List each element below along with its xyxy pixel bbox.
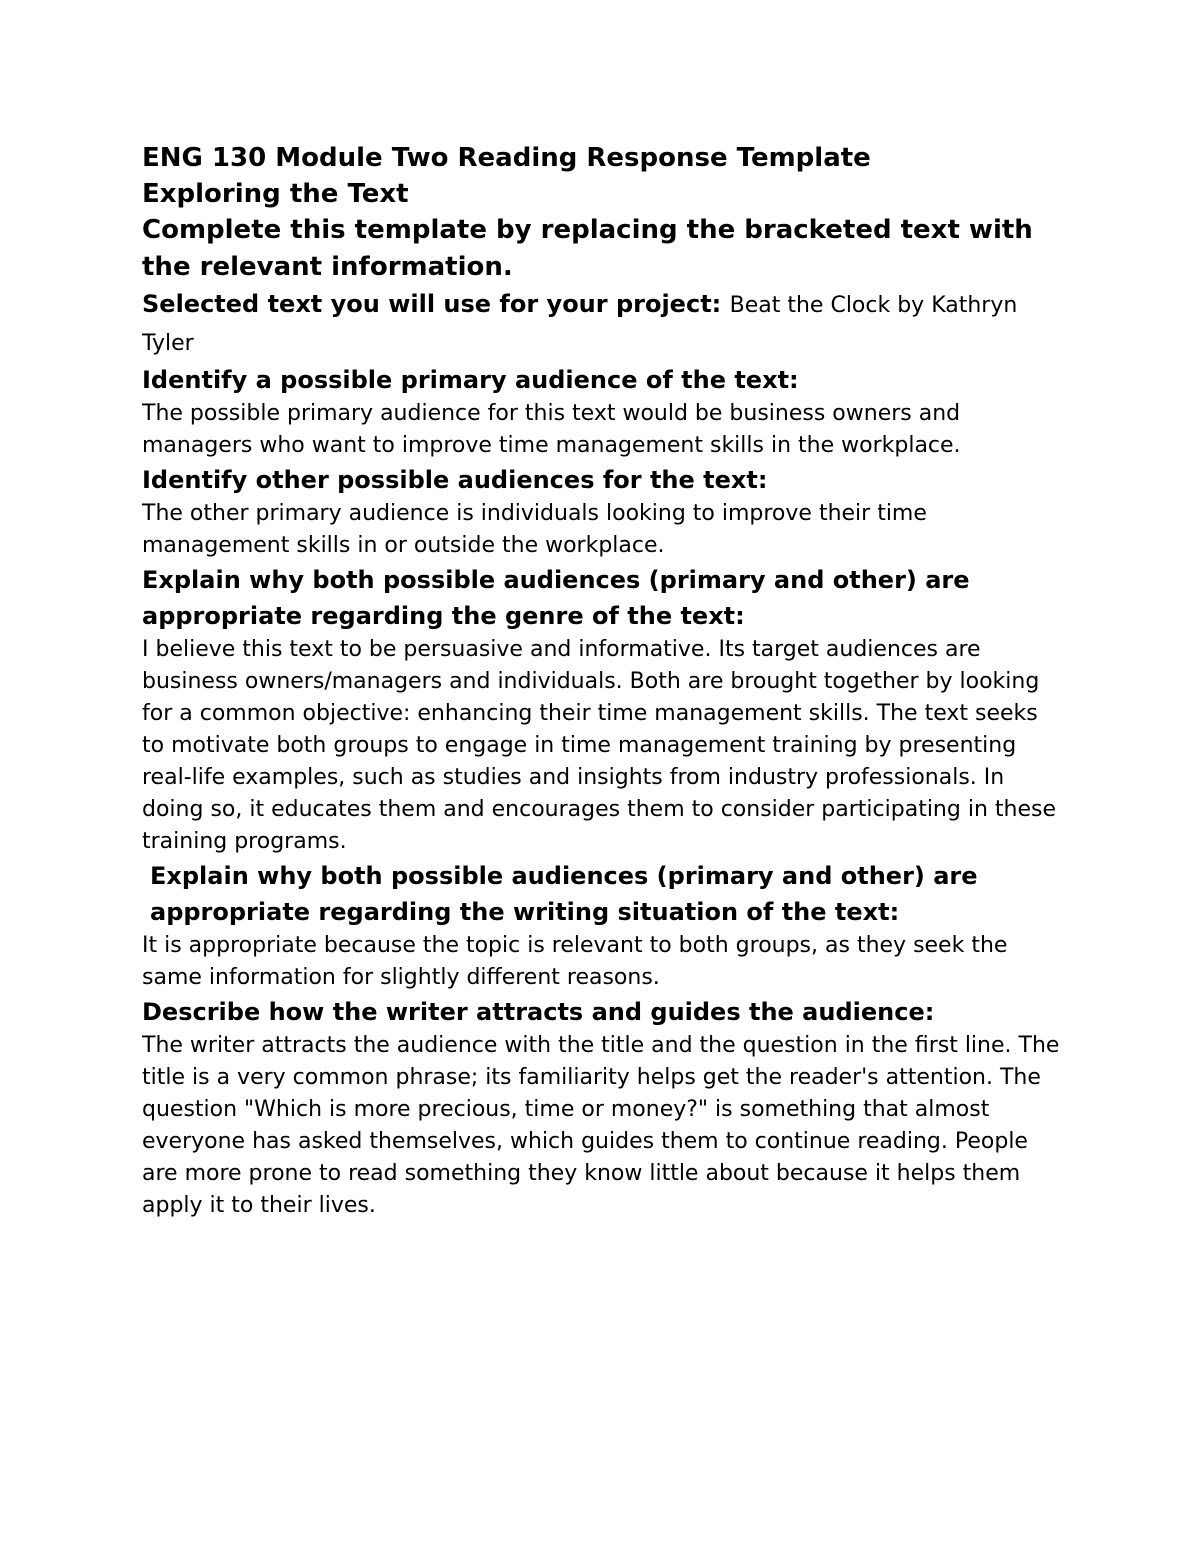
- document-subtitle: Exploring the Text: [142, 179, 409, 209]
- question-genre: Explain why both possible audiences (primary and other) are appropriate regarding the genre of the text:: [142, 566, 970, 630]
- answer-writing-situation: It is appropriate because the topic is relevant to both groups, as they seek the same information for slightly different reasons.: [142, 933, 1008, 990]
- section-selected-text: [142, 286, 1062, 362]
- question-other-audiences: Identify other possible audiences for the text:: [142, 466, 768, 494]
- answer-primary-audience: The possible primary audience for this text would be business owners and managers who want to improve time management skills in the workplace.: [142, 401, 961, 458]
- answer-other-audiences: The other primary audience is individuals looking to improve their time management skills in or outside the workplace.: [142, 501, 927, 558]
- document-body: [142, 140, 1062, 1222]
- question-primary-audience: Identify a possible primary audience of the text:: [142, 366, 799, 394]
- document-title: ENG 130 Module Two Reading Response Template: [142, 143, 871, 173]
- answer-genre: I believe this text to be persuasive and informative. Its target audiences are business owners/managers and individuals. Both are brought together by looking for a common objective: enhancing their time management skills. The text seeks to motivate both groups to engage in time management training by presenting real-life examples, such as studies and insights from industry professionals. In doing so, it educates them and encourages them to consider participating in these training programs.: [142, 637, 1056, 854]
- answer-selected-text: Beat the Clock by Kathryn Tyler: [142, 293, 1018, 356]
- template-instructions: Complete this template by replacing the bracketed text with the relevant information.: [142, 215, 1033, 282]
- question-writing-situation: Explain why both possible audiences (primary and other) are appropriate regarding the writing situation of the text:: [150, 862, 978, 926]
- answer-writer-attracts: The writer attracts the audience with the title and the question in the first line. The title is a very common phrase; its familiarity helps get the reader's attention. The question "Which is more precious, time or money?" is something that almost everyone has asked themselves, which guides them to continue reading. People are more prone to read something they know little about because it helps them apply it to their lives.: [142, 1033, 1060, 1218]
- question-writer-attracts: Describe how the writer attracts and guides the audience:: [142, 998, 935, 1026]
- question-selected-text: Selected text you will use for your project:: [142, 290, 722, 318]
